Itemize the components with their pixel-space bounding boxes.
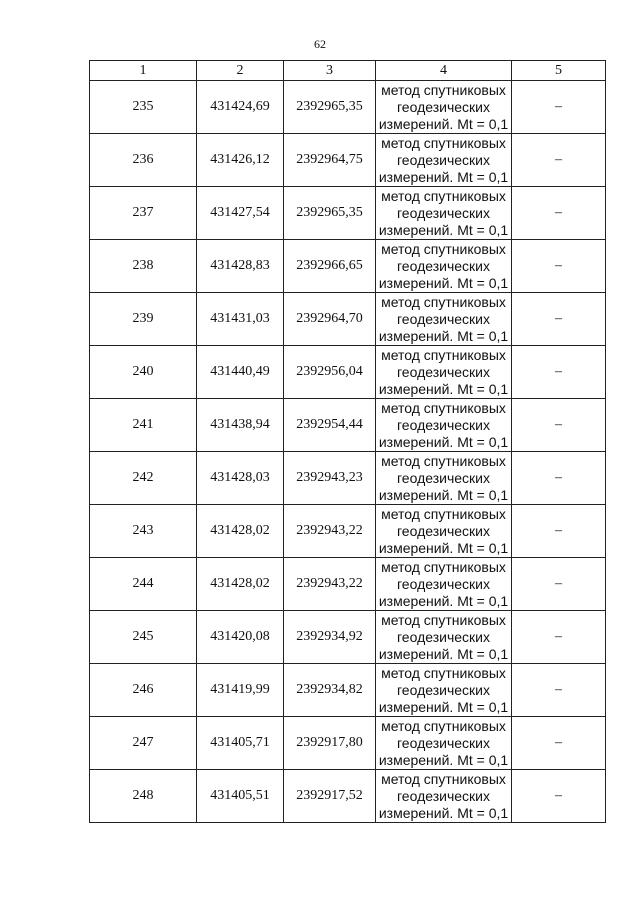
table-row bbox=[90, 611, 606, 664]
x-coordinate-cell: 431420,08 bbox=[197, 611, 284, 664]
note-cell: – bbox=[512, 81, 606, 134]
y-coordinate-cell: 2392934,92 bbox=[284, 611, 376, 664]
note-cell: – bbox=[512, 505, 606, 558]
y-coordinate-cell: 2392965,35 bbox=[284, 81, 376, 134]
table-row bbox=[90, 81, 606, 134]
note-cell: – bbox=[512, 134, 606, 187]
point-number-cell: 236 bbox=[90, 134, 197, 187]
note-cell: – bbox=[512, 452, 606, 505]
point-number-cell: 246 bbox=[90, 664, 197, 717]
method-cell: метод спутниковых геодезических измерений. Mt = 0,1 bbox=[376, 240, 512, 293]
method-cell: метод спутниковых геодезических измерений. Mt = 0,1 bbox=[376, 770, 512, 823]
method-cell: метод спутниковых геодезических измерений. Mt = 0,1 bbox=[376, 664, 512, 717]
point-number-cell: 240 bbox=[90, 346, 197, 399]
page-number: 62 bbox=[314, 37, 326, 51]
x-coordinate-cell: 431405,51 bbox=[197, 770, 284, 823]
header-col-3: 3 bbox=[284, 61, 376, 81]
note-cell: – bbox=[512, 611, 606, 664]
point-number-cell: 238 bbox=[90, 240, 197, 293]
y-coordinate-cell: 2392943,22 bbox=[284, 505, 376, 558]
point-number-cell: 237 bbox=[90, 187, 197, 240]
table-row bbox=[90, 452, 606, 505]
note-cell: – bbox=[512, 240, 606, 293]
point-number-cell: 242 bbox=[90, 452, 197, 505]
header-col-4: 4 bbox=[376, 61, 512, 81]
method-cell: метод спутниковых геодезических измерений. Mt = 0,1 bbox=[376, 187, 512, 240]
method-cell: метод спутниковых геодезических измерений. Mt = 0,1 bbox=[376, 558, 512, 611]
table-row bbox=[90, 717, 606, 770]
point-number-cell: 245 bbox=[90, 611, 197, 664]
method-cell: метод спутниковых геодезических измерений. Mt = 0,1 bbox=[376, 134, 512, 187]
point-number-cell: 248 bbox=[90, 770, 197, 823]
method-cell: метод спутниковых геодезических измерений. Mt = 0,1 bbox=[376, 505, 512, 558]
y-coordinate-cell: 2392917,52 bbox=[284, 770, 376, 823]
y-coordinate-cell: 2392966,65 bbox=[284, 240, 376, 293]
x-coordinate-cell: 431440,49 bbox=[197, 346, 284, 399]
method-cell: метод спутниковых геодезических измерений. Mt = 0,1 bbox=[376, 452, 512, 505]
table-row bbox=[90, 187, 606, 240]
table-row bbox=[90, 505, 606, 558]
table-row bbox=[90, 664, 606, 717]
x-coordinate-cell: 431428,02 bbox=[197, 558, 284, 611]
note-cell: – bbox=[512, 664, 606, 717]
table-body bbox=[90, 81, 606, 823]
x-coordinate-cell: 431419,99 bbox=[197, 664, 284, 717]
method-cell: метод спутниковых геодезических измерений. Mt = 0,1 bbox=[376, 293, 512, 346]
table-row bbox=[90, 558, 606, 611]
x-coordinate-cell: 431426,12 bbox=[197, 134, 284, 187]
y-coordinate-cell: 2392964,70 bbox=[284, 293, 376, 346]
note-cell: – bbox=[512, 770, 606, 823]
note-cell: – bbox=[512, 399, 606, 452]
header-col-5: 5 bbox=[512, 61, 606, 81]
x-coordinate-cell: 431428,83 bbox=[197, 240, 284, 293]
y-coordinate-cell: 2392965,35 bbox=[284, 187, 376, 240]
note-cell: – bbox=[512, 346, 606, 399]
table-row bbox=[90, 399, 606, 452]
note-cell: – bbox=[512, 293, 606, 346]
x-coordinate-cell: 431428,03 bbox=[197, 452, 284, 505]
x-coordinate-cell: 431428,02 bbox=[197, 505, 284, 558]
point-number-cell: 243 bbox=[90, 505, 197, 558]
x-coordinate-cell: 431424,69 bbox=[197, 81, 284, 134]
point-number-cell: 239 bbox=[90, 293, 197, 346]
note-cell: – bbox=[512, 717, 606, 770]
x-coordinate-cell: 431431,03 bbox=[197, 293, 284, 346]
y-coordinate-cell: 2392964,75 bbox=[284, 134, 376, 187]
x-coordinate-cell: 431427,54 bbox=[197, 187, 284, 240]
x-coordinate-cell: 431438,94 bbox=[197, 399, 284, 452]
y-coordinate-cell: 2392956,04 bbox=[284, 346, 376, 399]
note-cell: – bbox=[512, 558, 606, 611]
method-cell: метод спутниковых геодезических измерений. Mt = 0,1 bbox=[376, 717, 512, 770]
table-row bbox=[90, 346, 606, 399]
point-number-cell: 235 bbox=[90, 81, 197, 134]
header-col-2: 2 bbox=[197, 61, 284, 81]
point-number-cell: 241 bbox=[90, 399, 197, 452]
table-row bbox=[90, 240, 606, 293]
y-coordinate-cell: 2392917,80 bbox=[284, 717, 376, 770]
coordinates-table bbox=[89, 60, 606, 823]
table-row bbox=[90, 134, 606, 187]
y-coordinate-cell: 2392943,22 bbox=[284, 558, 376, 611]
point-number-cell: 244 bbox=[90, 558, 197, 611]
y-coordinate-cell: 2392934,82 bbox=[284, 664, 376, 717]
y-coordinate-cell: 2392954,44 bbox=[284, 399, 376, 452]
point-number-cell: 247 bbox=[90, 717, 197, 770]
table-row bbox=[90, 770, 606, 823]
method-cell: метод спутниковых геодезических измерений. Mt = 0,1 bbox=[376, 81, 512, 134]
method-cell: метод спутниковых геодезических измерений. Mt = 0,1 bbox=[376, 399, 512, 452]
table-row bbox=[90, 293, 606, 346]
table-header-row bbox=[90, 61, 606, 81]
y-coordinate-cell: 2392943,23 bbox=[284, 452, 376, 505]
method-cell: метод спутниковых геодезических измерений. Mt = 0,1 bbox=[376, 611, 512, 664]
note-cell: – bbox=[512, 187, 606, 240]
x-coordinate-cell: 431405,71 bbox=[197, 717, 284, 770]
method-cell: метод спутниковых геодезических измерений. Mt = 0,1 bbox=[376, 346, 512, 399]
header-col-1: 1 bbox=[90, 61, 197, 81]
